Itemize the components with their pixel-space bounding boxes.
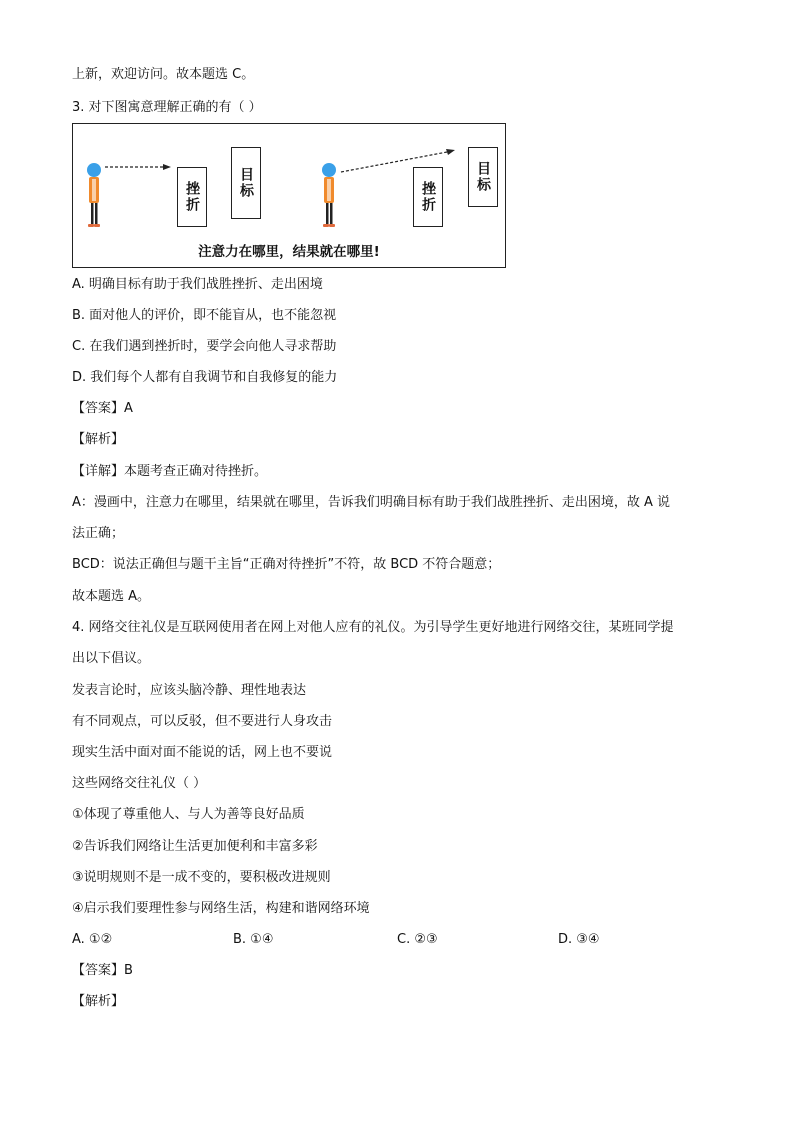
figure-caption: 注意力在哪里，结果就在哪里! bbox=[198, 244, 380, 260]
option-a: A. 明确目标有助于我们战胜挫折、走出困境 bbox=[72, 277, 323, 292]
proposal-1: 发表言论时，应该头脑冷静、理性地表达 bbox=[72, 683, 307, 698]
question-4-stem-line1: 4. 网络交往礼仪是互联网使用者在网上对他人应有的礼仪。为引导学生更好地进行网络交往，某班同学提 bbox=[72, 620, 674, 635]
q4-option-d: D. ③④ bbox=[558, 932, 600, 947]
goal-box-left bbox=[231, 147, 261, 219]
answer-3: 【答案】A bbox=[72, 401, 133, 416]
option-b: B. 面对他人的评价，即不能盲从，也不能忽视 bbox=[72, 308, 337, 323]
setback-label-left: 挫折 bbox=[184, 181, 200, 213]
option-c: C. 在我们遇到挫折时，要学会向他人寻求帮助 bbox=[72, 339, 337, 354]
question-3-stem: 3. 对下图寓意理解正确的有（ ） bbox=[72, 100, 262, 115]
detail-3: 【详解】本题考查正确对待挫折。 bbox=[72, 464, 268, 479]
conclusion-3: 故本题选 A。 bbox=[72, 589, 151, 604]
proposal-2: 有不同观点，可以反驳，但不要进行人身攻击 bbox=[72, 714, 333, 729]
setback-box-right bbox=[413, 167, 443, 227]
goal-label-left: 目标 bbox=[238, 167, 254, 199]
q4-option-a: A. ①② bbox=[72, 932, 113, 947]
explanation-bcd: BCD：说法正确但与题干主旨“正确对待挫折”不符，故 BCD 不符合题意； bbox=[72, 557, 501, 572]
statement-3: ③说明规则不是一成不变的，要积极改进规则 bbox=[72, 870, 331, 885]
q4-option-c: C. ②③ bbox=[397, 932, 438, 947]
statement-1: ①体现了尊重他人、与人为善等良好品质 bbox=[72, 807, 305, 822]
answer-4: 【答案】B bbox=[72, 963, 133, 978]
cartoon-figure bbox=[72, 123, 506, 268]
q4-option-b: B. ①④ bbox=[233, 932, 274, 947]
proposal-3: 现实生活中面对面不能说的话，网上也不要说 bbox=[72, 745, 333, 760]
question-4-stem-line2: 出以下倡议。 bbox=[72, 651, 151, 666]
explanation-a-line2: 法正确； bbox=[72, 526, 125, 541]
person-right-icon bbox=[322, 163, 336, 227]
statement-2: ②告诉我们网络让生活更加便利和丰富多彩 bbox=[72, 839, 318, 854]
setback-label-right: 挫折 bbox=[420, 181, 436, 213]
setback-box-left bbox=[177, 167, 207, 227]
goal-box-right bbox=[468, 147, 498, 207]
explanation-a-line1: A：漫画中，注意力在哪里，结果就在哪里，告诉我们明确目标有助于我们战胜挫折、走出困境，故 A 说 bbox=[72, 495, 671, 510]
option-d: D. 我们每个人都有自我调节和自我修复的能力 bbox=[72, 370, 338, 385]
analysis-4-heading: 【解析】 bbox=[72, 994, 125, 1009]
text-line: 上新，欢迎访问。故本题选 C。 bbox=[72, 67, 255, 82]
analysis-3-heading: 【解析】 bbox=[72, 432, 125, 447]
question-4-prompt: 这些网络交往礼仪（ ） bbox=[72, 776, 207, 791]
statement-4: ④启示我们要理性参与网络生活，构建和谐网络环境 bbox=[72, 901, 370, 916]
goal-label-right: 目标 bbox=[475, 161, 491, 193]
person-left-icon bbox=[87, 163, 101, 227]
